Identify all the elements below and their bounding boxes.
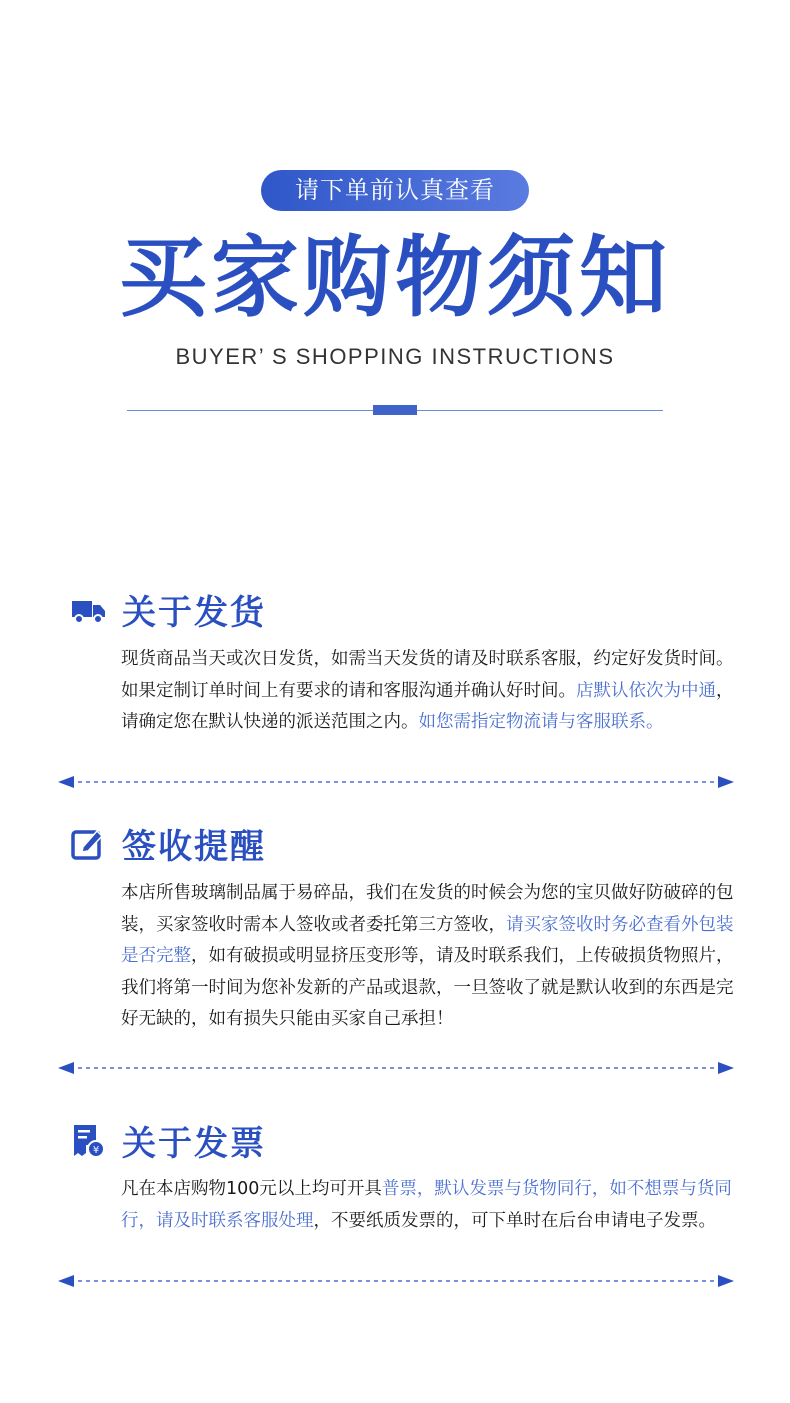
text-highlight: 普票，默认发票与货物同行，如不想票与货同行，请及时联系客服处理 xyxy=(121,1179,732,1231)
section-invoice-title: 关于发票 xyxy=(122,1123,266,1164)
text-segment: 本店所售玻璃制品属于易碎品，我们在发货的时候会为您的宝贝做好防破碎的包装，买家签收时需本人签收或者委托第三方签收， xyxy=(121,883,734,935)
text-highlight: 店默认依次为中通 xyxy=(576,680,716,701)
svg-text:¥: ¥ xyxy=(92,1145,100,1156)
page-title: 买家购物须知 xyxy=(118,226,671,329)
text-segment: ，如有破损或明显挤压变形等，请及时联系我们，上传破损货物照片，我们将第一时间为您补发新的产品或退款，一旦签收了就是默认收到的东西是完好无缺的，如有损失只能由买家自己承担！ xyxy=(121,946,734,1029)
notice-badge: 请下单前认真查看 xyxy=(261,170,529,211)
section-invoice-header xyxy=(70,1115,266,1165)
text-segment: 凡在本店购物100元以上均可开具 xyxy=(121,1179,382,1199)
text-highlight: 如您需指定物流请与客服联系。 xyxy=(418,712,664,732)
text-segment: 现货商品当天或次日发货，如需当天发货的请及时联系客服，约定好发货时间。如果定制订单时间上有要求的请和客服沟通并确认好时间。 xyxy=(121,649,734,701)
section-shipping-title: 关于发货 xyxy=(122,592,266,633)
section-receipt-body xyxy=(121,878,741,1036)
edit-icon xyxy=(70,825,106,861)
section-invoice-body xyxy=(121,1174,741,1237)
text-segment: ，请确定您在默认快递的派送范围之内。 xyxy=(121,680,734,732)
truck-icon xyxy=(70,591,106,627)
section-shipping-header xyxy=(70,584,266,634)
section-divider xyxy=(58,1274,734,1288)
title-rule-accent xyxy=(373,405,417,415)
text-segment: ，不要纸质发票的，可下单时在后台申请电子发票。 xyxy=(313,1210,716,1231)
section-divider xyxy=(58,1061,734,1075)
invoice-icon xyxy=(70,1122,106,1158)
section-receipt-header xyxy=(70,818,266,868)
section-shipping-body xyxy=(121,644,741,739)
page-subtitle: BUYER’ S SHOPPING INSTRUCTIONS xyxy=(175,344,615,369)
section-divider xyxy=(58,775,734,789)
text-highlight: 请买家签收时务必查看外包装是否完整 xyxy=(121,914,734,966)
section-receipt-title: 签收提醒 xyxy=(122,826,266,867)
